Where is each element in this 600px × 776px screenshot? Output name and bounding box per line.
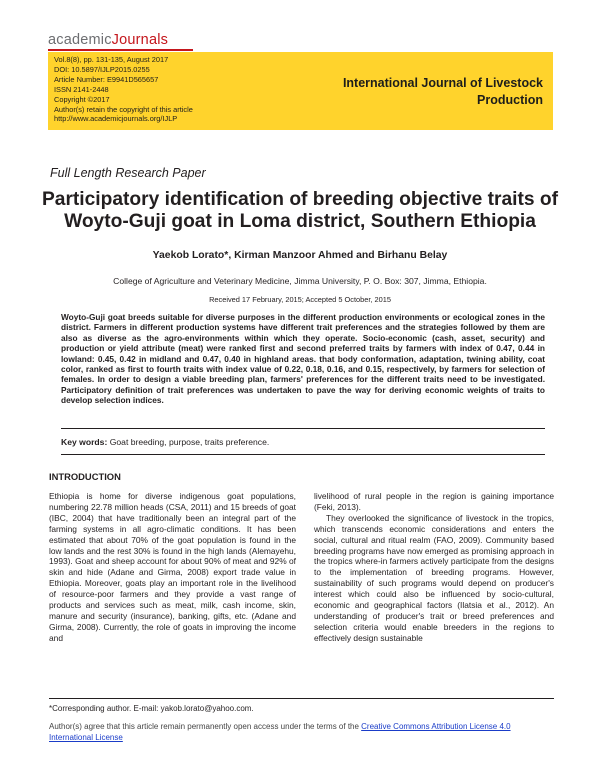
article-number-line: Article Number: E9941D565657 <box>54 74 159 84</box>
affiliation: College of Agriculture and Veterinary Medicine, Jimma University, P. O. Box: 307, Jimma, Ethiopia. <box>113 276 487 286</box>
keywords-text: Goat breeding, purpose, traits preference. <box>109 437 270 447</box>
copyright-line: Copyright ©2017 <box>54 94 110 104</box>
corresponding-author: *Corresponding author. E-mail: yakob.lorato@yahoo.com. <box>49 704 254 713</box>
received-dates: Received 17 February, 2015; Accepted 5 October, 2015 <box>209 295 391 304</box>
publisher-logo <box>48 32 168 48</box>
keywords-label: Key words: <box>61 437 108 447</box>
license-text: Author(s) agree that this article remain permanently open access under the terms of the <box>49 722 362 731</box>
footnote-rule <box>49 698 554 699</box>
intro-paragraph-2: They overlooked the significance of livestock in the tropics, which transcends economic considerations and enters the social, cultural and ritual realm (FAO, 2009). Community based breeding programs have now emerged as promising approach in the tropics where-in farmers actively participate from the designs to the implementation of breeding programs. However, sustainability of such programs would depend on producer's interest which could also be influenced by socio-cultural, economic and geographical factors (Ilatsia et al., 2012). An understanding of producer's trait or breed preferences and selection criteria would enable breeders in the regions to effectively design sustainable <box>314 512 554 643</box>
keywords-rule-bottom <box>61 454 545 455</box>
license-notice <box>49 722 554 743</box>
abstract: Woyto-Guji goat breeds suitable for diverse purposes in the different production environments or ecological zones in the district. Farmers in different production systems have different trait preferences and the strategies followed by them are also as diverse as the agro-environments within which they operate. Socio-economic (cash, asset, security) and production or yield attribute (meat) were ranked first and second preferred traits by farmers with index of 0.47, 0.44 in lowland: 0.45, 0.42 in midland and 0.47, 0.40 in highland areas. that body conformation, adaptation, twining ability, coat color, ranked as first to fourth traits with index value of 0.22, 0.18, 0.16, and 0.15, respectively, by farmers for selection of females. In order to design a viable breeding plan, farmers' preferences for the different traits need to be investigated. Participatory definition of trait preferences was undertaken to pave the way for deriving economic weights of traits to develop selection indices. <box>61 312 545 406</box>
article-title: Participatory identification of breeding objective traits of Woyto-Guji goat in Loma district, Southern Ethiopia <box>41 189 558 232</box>
intro-column-left <box>49 491 296 644</box>
logo-text-academic: academic <box>48 32 112 48</box>
keywords-rule-top <box>61 428 545 429</box>
copyright-retain-line: Author(s) retain the copyright of this article <box>54 104 193 114</box>
issn-line: ISSN 2141-2448 <box>54 84 109 94</box>
journal-url-line[interactable]: http://www.academicjournals.org/IJLP <box>54 114 178 124</box>
intro-paragraph-1: Ethiopia is home for diverse indigenous goat populations, numbering 22.78 million heads (CSA, 2011) and 15 breeds of goat (IBC, 2004) that have traditionally been an integral part of the farming systems in all agro-climatic conditions. It has been estimated that about 70% of the goat population is found in the low lands and the rest 30% is found in the high lands (Alemayehu, 1993). Goat and sheep account for about 90% of meat and 92% of skin and hide (Adane and Girma, 2008) export trade value in Ethiopia. Moreover, goats play an important role in the livelihood of resource-poor farmers and they provide a vast range of products and services such as meat, milk, cash income, skin, manure and security (insurance), banking, gifts, etc. (Adane and Girma, 2008). Currently, the role of goats in improving the income and <box>49 491 296 643</box>
paper-type: Full Length Research Paper <box>50 166 206 180</box>
logo-underline <box>48 49 193 51</box>
logo-text-journals: Journals <box>111 32 169 48</box>
intro-paragraph-1-cont: livelihood of rural people in the region is gaining importance (Feki, 2013). <box>314 491 554 512</box>
article-metadata <box>54 55 193 124</box>
section-heading-introduction: INTRODUCTION <box>49 471 121 482</box>
authors: Yaekob Lorato*, Kirman Manzoor Ahmed and Birhanu Belay <box>152 250 448 261</box>
doi-line: DOI: 10.5897/IJLP2015.0255 <box>54 64 150 74</box>
volume-line: Vol.8(8), pp. 131-135, August 2017 <box>54 55 169 64</box>
keywords <box>61 437 269 447</box>
license-link[interactable]: Creative Commons Attribution License 4.0 International License <box>49 722 511 742</box>
journal-name: International Journal of Livestock Production <box>342 76 543 107</box>
article-info-box <box>48 52 553 130</box>
intro-column-right <box>314 491 554 644</box>
